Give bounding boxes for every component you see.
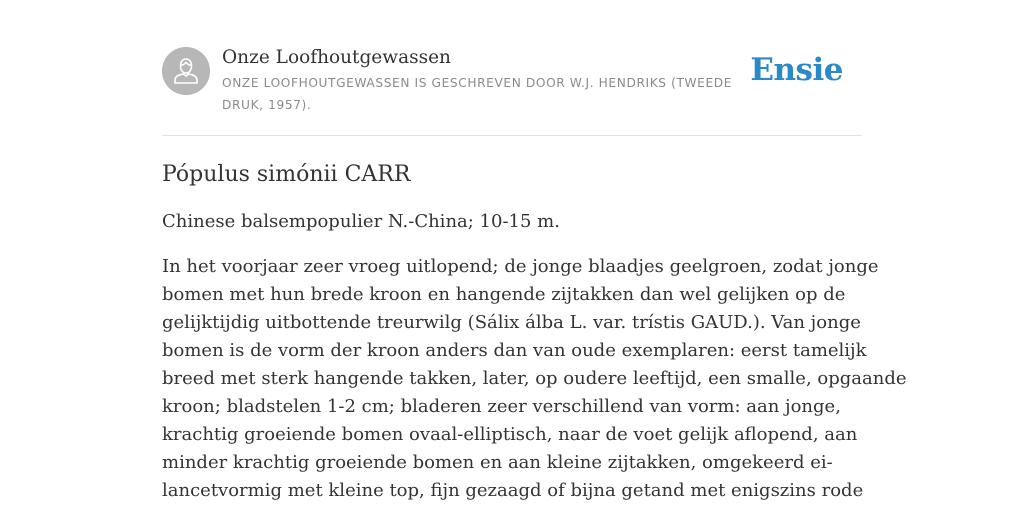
- body-line: gelijktijdig uitbottende treurwilg (Sálix álba L. var. trístis GAUD.). Van jonge: [162, 312, 861, 333]
- body-line: In het voorjaar zeer vroeg uitlopend; de jonge blaadjes geelgroen, zodat jonge: [162, 256, 879, 277]
- body-line: krachtig groeiende bomen ovaal-elliptisch, naar de voet gelijk aflopend, aan: [162, 424, 858, 445]
- source-header: [162, 46, 862, 116]
- body-line: minder krachtig groeiende bomen en aan kleine zijtakken, omgekeerd ei-: [162, 452, 833, 473]
- body-line: lancetvormig met kleine top, fijn gezaagd of bijna getand met enigszins rode: [162, 480, 864, 501]
- entry-title: Pópulus simónii CARR: [162, 162, 411, 187]
- body-line: kroon; bladstelen 1-2 cm; bladeren zeer verschillend van vorm: aan jonge,: [162, 396, 841, 417]
- body-line: breed met sterk hangende takken, later, op oudere leeftijd, een smalle, opgaande: [162, 368, 907, 389]
- user-icon[interactable]: [162, 47, 210, 95]
- entry-article: [162, 158, 907, 505]
- header-divider: [162, 135, 862, 136]
- body-line: bomen is de vorm der kroon anders dan van oude exemplaren: eerst tamelijk: [162, 340, 867, 361]
- entry-subtitle: Chinese balsempopulier N.-China; 10-15 m.: [162, 211, 560, 232]
- source-title[interactable]: Onze Loofhoutgewassen: [222, 47, 451, 68]
- source-description: ONZE LOOFHOUTGEWASSEN IS GESCHREVEN DOOR W.J. HENDRIKS (TWEEDE DRUK, 1957).: [222, 76, 733, 112]
- body-line: bomen met hun brede kroon en hangende zijtakken dan wel gelijken op de: [162, 284, 846, 305]
- entry-body: [162, 253, 907, 505]
- ensie-logo[interactable]: Ensie: [750, 52, 843, 88]
